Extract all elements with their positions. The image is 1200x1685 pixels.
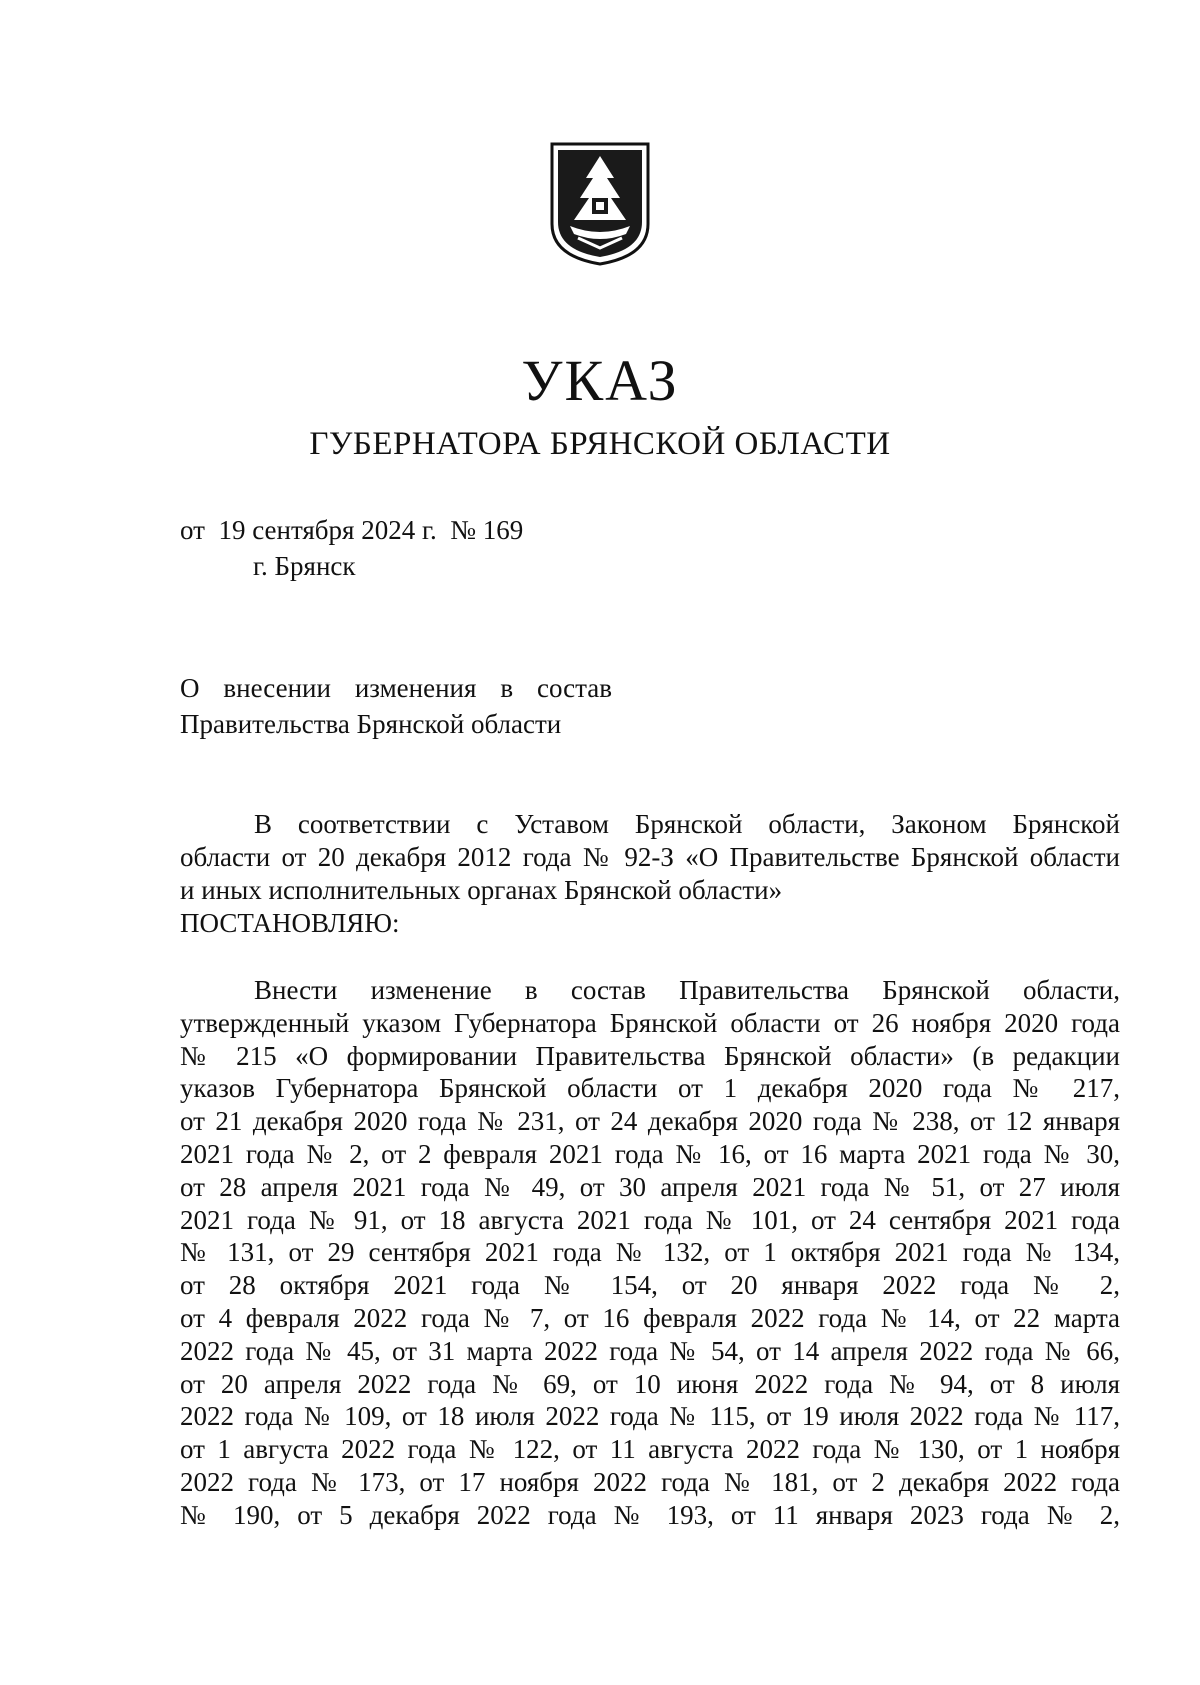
body-line: 2021 года № 91, от 18 августа 2021 года № 101, от 24 сентября 2021 года [180, 1204, 1120, 1235]
subject-line: Правительства Брянской области [180, 709, 562, 739]
decree-city: г. Брянск [253, 551, 356, 581]
body-line: 2021 года № 2, от 2 февраля 2021 года № 16, от 16 марта 2021 года № 30, [180, 1138, 1120, 1169]
body-line: 2022 года № 109, от 18 июля 2022 года № 115, от 19 июля 2022 года № 117, [180, 1401, 1120, 1432]
body-line: от 4 февраля 2022 года № 7, от 16 февраля 2022 года № 14, от 22 марта [180, 1302, 1120, 1333]
body-line: № 190, от 5 декабря 2022 года № 193, от 11 января 2023 года № 2, [180, 1499, 1120, 1530]
coat-of-arms-icon [548, 140, 652, 268]
document-title: УКАЗ [521, 348, 679, 413]
preamble-paragraph [180, 808, 1120, 906]
preamble-line: В соответствии с Уставом Брянской области, Законом Брянской [254, 809, 1120, 839]
body-line: от 20 апреля 2022 года № 69, от 10 июня 2022 года № 94, от 8 июля [180, 1368, 1120, 1399]
decree-date-number: от 19 сентября 2024 г. № 169 [180, 515, 524, 545]
document-subtitle: ГУБЕРНАТОРА БРЯНСКОЙ ОБЛАСТИ [309, 426, 891, 462]
body-line: утвержденный указом Губернатора Брянской области от 26 ноября 2020 года [180, 1007, 1120, 1038]
decree-word: ПОСТАНОВЛЯЮ: [180, 908, 400, 938]
decree-subject [180, 670, 612, 742]
main-paragraph [180, 974, 1120, 1532]
body-line: 2022 года № 45, от 31 марта 2022 года № 54, от 14 апреля 2022 года № 66, [180, 1335, 1120, 1366]
body-line: № 215 «О формировании Правительства Брянской области» (в редакции [180, 1040, 1120, 1071]
body-line: 2022 года № 173, от 17 ноября 2022 года № 181, от 2 декабря 2022 года [180, 1466, 1120, 1497]
body-line: от 21 декабря 2020 года № 231, от 24 декабря 2020 года № 238, от 12 января [180, 1106, 1120, 1137]
preamble-line: и иных исполнительных органах Брянской области» [180, 874, 783, 905]
body-line: указов Губернатора Брянской области от 1 декабря 2020 года № 217, [180, 1073, 1120, 1104]
preamble-line: области от 20 декабря 2012 года № 92-З «О Правительстве Брянской области [180, 841, 1120, 872]
body-line: от 1 августа 2022 года № 122, от 11 августа 2022 года № 130, от 1 ноября [180, 1434, 1120, 1465]
body-line: Внести изменение в состав Правительства Брянской области, [254, 975, 1120, 1005]
body-line: № 131, от 29 сентября 2021 года № 132, от 1 октября 2021 года № 134, [180, 1237, 1120, 1268]
body-line: от 28 октября 2021 года № 154, от 20 января 2022 года № 2, [180, 1270, 1120, 1301]
subject-line: О внесении изменения в состав [180, 673, 612, 703]
body-line: от 28 апреля 2021 года № 49, от 30 апреля 2021 года № 51, от 27 июля [180, 1171, 1120, 1202]
